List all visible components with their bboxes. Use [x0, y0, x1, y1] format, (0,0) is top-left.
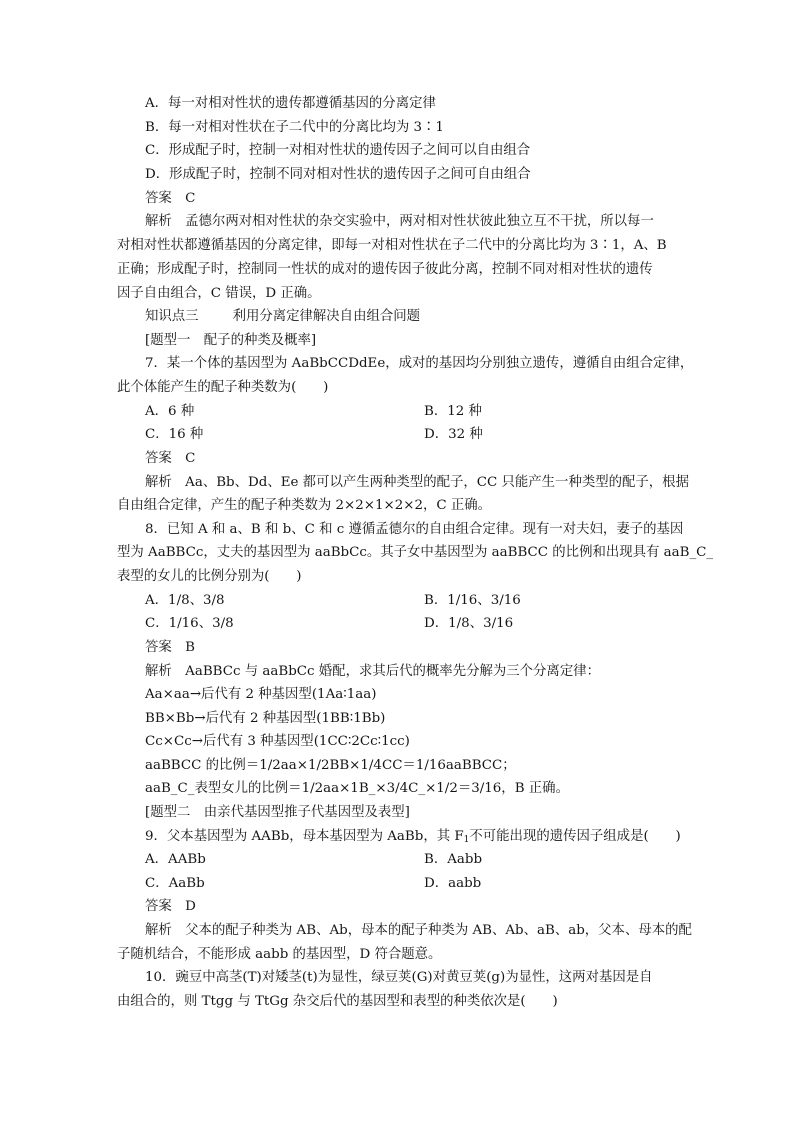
q8-option-d: D．1/8、3/16: [424, 616, 514, 631]
section-heading: [145, 307, 420, 327]
q6-option-c: C．形成配子时，控制一对相对性状的遗传因子之间可以自由组合: [145, 143, 531, 158]
q7-option-b: B．12 种: [424, 404, 482, 419]
q9-option-d: D．aabb: [424, 876, 482, 891]
q9-analysis-line-2: 子随机结合，不能形成 aabb 的基因型，D 符合题意。: [117, 947, 442, 962]
q8-stem-line-1: 8．已知 A 和 a、B 和 b、C 和 c 遵循孟德尔的自由组合定律。现有一对夫妇，妻子的基因: [145, 522, 684, 537]
q10-stem-line-1: 10．豌豆中高茎(T)对矮茎(t)为显性，绿豆荚(G)对黄豆荚(g)为显性，这两对基因是自: [145, 970, 653, 985]
q8-option-a: A．1/8、3/8: [145, 593, 225, 608]
q6-analysis-line-1: 解析 孟德尔两对相对性状的杂交实验中，两对相对性状彼此独立互不干扰，所以每一: [145, 214, 654, 229]
q9-stem: [145, 827, 681, 850]
q8-analysis-line-6: aaB_C_表型女儿的比例＝1/2aa×1B_×3/4C_×1/2＝3/16，B 正确。: [145, 781, 569, 796]
q8-analysis-line-2: Aa×aa→后代有 2 种基因型(1Aa∶1aa): [145, 687, 377, 702]
section-label: 知识点三: [145, 309, 199, 324]
q8-analysis-line-5: aaBBCC 的比例＝1/2aa×1/2BB×1/4CC＝1/16aaBBCC；: [145, 758, 516, 773]
q9-option-c: C．AaBb: [145, 876, 205, 891]
q8-option-c: C．1/16、3/8: [145, 616, 234, 631]
q6-answer: 答案 C: [145, 191, 196, 206]
q7-analysis-line-2: 自由组合定律，产生的配子种类数为 2×2×1×2×2，C 正确。: [117, 498, 492, 513]
q8-stem-line-3: 表型的女儿的比例分别为( ): [117, 569, 302, 584]
q6-analysis-line-3: 正确；形成配子时，控制同一性状的成对的遗传因子彼此分离，控制不同对相对性状的遗传: [117, 262, 653, 277]
q7-analysis-line-1: 解析 Aa、Bb、Dd、Ee 都可以产生两种类型的配子，CC 只能产生一种类型的配子，根据: [145, 475, 689, 490]
q8-option-b: B．1/16、3/16: [424, 593, 521, 608]
q9-option-b: B．Aabb: [424, 852, 483, 867]
q9-answer: 答案 D: [145, 899, 196, 914]
q10-stem-line-2: 由组合的，则 Ttgg 与 TtGg 杂交后代的基因型和表型的种类依次是( ): [117, 994, 558, 1009]
q8-answer: 答案 B: [145, 640, 196, 655]
q6-option-a: A．每一对相对性状的遗传都遵循基因的分离定律: [145, 96, 436, 111]
q7-option-a: A．6 种: [145, 404, 195, 419]
q7-stem-line-1: 7．某一个体的基因型为 AaBbCCDdEe，成对的基因均分别独立遗传，遵循自由组合定律，: [145, 356, 694, 371]
type2-heading: [题型二 由亲代基因型推子代基因型及表型]: [145, 805, 410, 820]
q7-answer: 答案 C: [145, 451, 196, 466]
q6-analysis-line-2: 对相对性状都遵循基因的分离定律，即每一对相对性状在子二代中的分离比均为 3∶1，A、B: [117, 238, 667, 253]
q8-stem-line-2: 型为 AaBBCc，丈夫的基因型为 aaBbCc。其子女中基因型为 aaBBCC 的比例和出现具有 aaB_C_: [117, 545, 714, 560]
q8-analysis-line-1: 解析 AaBBCc 与 aaBbCc 婚配，求其后代的概率先分解为三个分离定律：: [145, 664, 600, 679]
q6-option-b: B．每一对相对性状在子二代中的分离比均为 3∶1: [145, 120, 444, 135]
q9-stem-pre: 9．父本基因型为 AABb，母本基因型为 AaBb，其 F: [145, 829, 464, 844]
q7-stem-line-2: 此个体能产生的配子种类数为( ): [117, 380, 329, 395]
q9-option-a: A．AABb: [145, 852, 206, 867]
section-title: 利用分离定律解决自由组合问题: [232, 309, 421, 324]
q7-option-c: C．16 种: [145, 427, 204, 442]
q7-option-d: D．32 种: [424, 427, 483, 442]
q6-analysis-line-4: 因子自由组合，C 错误，D 正确。: [117, 286, 321, 301]
q6-option-d: D．形成配子时，控制不同对相对性状的遗传因子之间可自由组合: [145, 167, 531, 182]
q8-analysis-line-4: Cc×Cc→后代有 3 种基因型(1CC∶2Cc∶1cc): [145, 734, 410, 749]
q9-stem-post: 不可能出现的遗传因子组成是( ): [469, 829, 681, 844]
q9-stem-subscript: 1: [463, 835, 470, 845]
q9-analysis-line-1: 解析 父本的配子种类为 AB、Ab，母本的配子种类为 AB、Ab、aB、ab，父本、母本的配: [145, 923, 692, 938]
type1-heading: [题型一 配子的种类及概率]: [145, 333, 317, 348]
q8-analysis-line-3: BB×Bb→后代有 2 种基因型(1BB∶1Bb): [145, 711, 386, 726]
